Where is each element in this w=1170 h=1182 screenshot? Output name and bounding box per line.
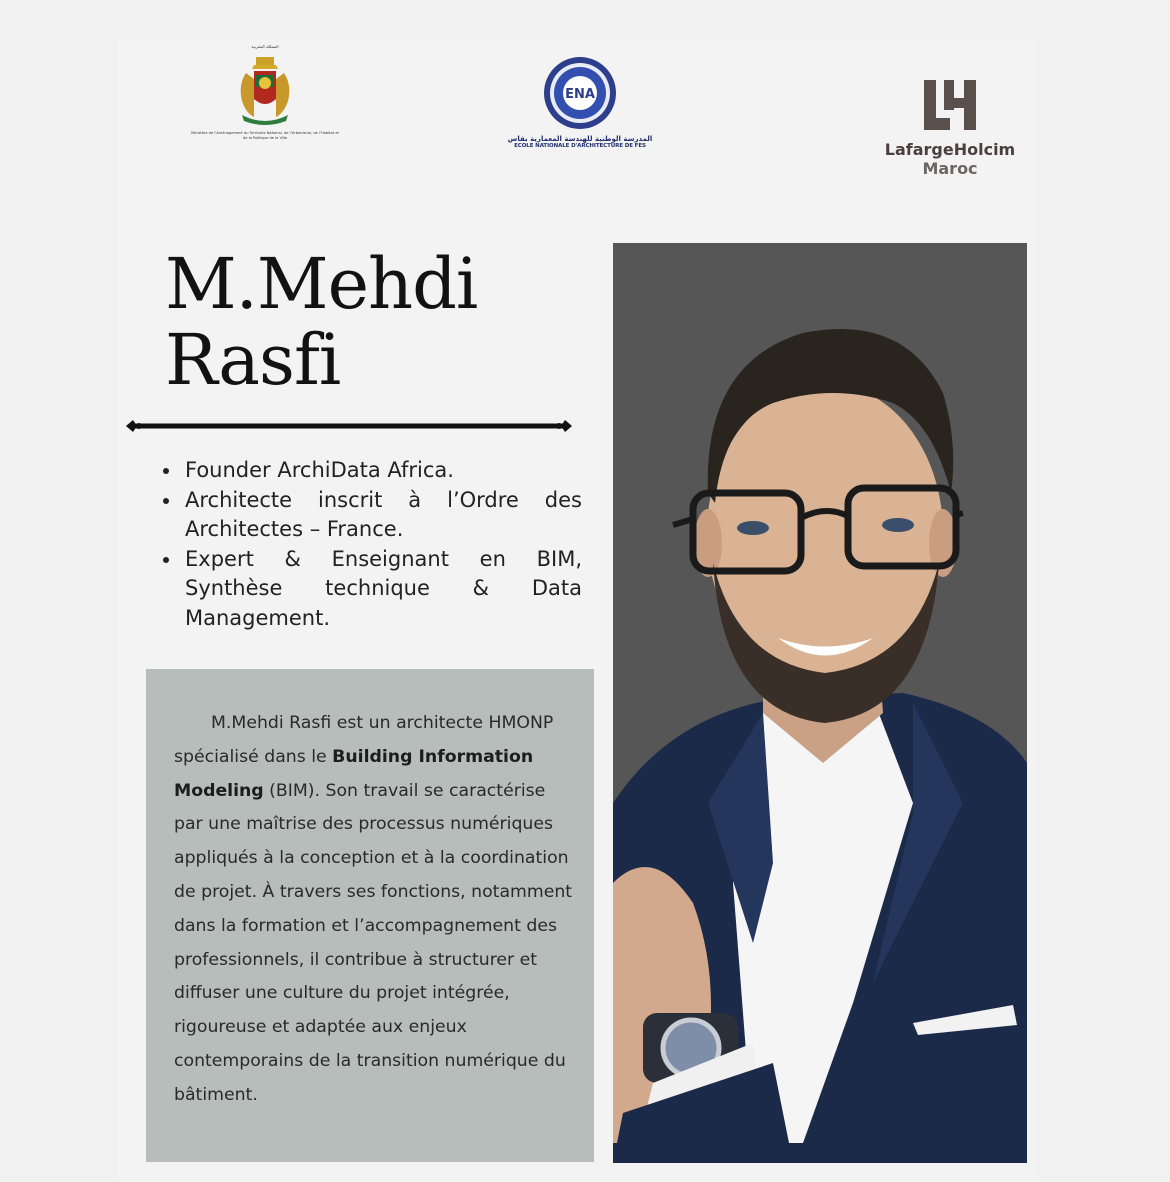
ornamental-divider [126,416,572,436]
speaker-portrait [613,243,1027,1163]
bio-text-part1: M.Mehdi Rasfi est un architecte HMONP spécialisé dans le [174,713,554,767]
ministry-name-text: Ministère de l'Aménagement du Territoire National, de l'Urbanisme, de l'Habitat et de la Politique de la Ville [191,131,339,140]
list-item: Expert & Enseignant en BIM, Synthèse technique & Data Management. [160,545,582,634]
coat-of-arms-icon [232,55,298,127]
school-seal-icon [542,55,618,131]
list-item: Architecte inscrit à l’Ordre des Architectes – France. [160,486,582,545]
school-name-arabic: المدرسة الوطنية للهندسة المعمارية بفاس [507,135,653,143]
lafargeholcim-logo [870,78,1030,178]
bio-text [174,707,574,1113]
bio-text-part2: (BIM). Son travail se caractérise par une maîtrise des processus numériques appliqués à la conception et à la coordination de projet. À travers ses fonctions, notamment dans la formation et l’accompagnement des professionnels, il contribue à structurer et diffuser une culture du projet intégrée, rigoureuse et adaptée aux enjeux contemporains de la transition numérique du bâtiment. [174,780,573,1105]
speaker-name [165,243,585,401]
brand-name: LafargeHolcim [884,140,1016,159]
bio-panel [146,669,594,1162]
list-item: Founder ArchiData Africa. [160,456,582,486]
speaker-last-name: Rasfi [165,319,341,401]
speaker-first-name: M.Mehdi [165,243,478,325]
ministry-top-text: المملكة المغربية [251,44,279,49]
bio-text-bold: Building Information Modeling [174,746,534,801]
school-name-french: ECOLE NATIONALE D'ARCHITECTURE DE FES [514,143,646,149]
school-badge-text: ENA [565,87,595,102]
credentials-list [160,456,582,633]
lh-monogram-icon [924,78,976,132]
ministry-logo [190,44,340,166]
school-logo [500,55,660,167]
brand-subtitle: Maroc [922,159,978,178]
